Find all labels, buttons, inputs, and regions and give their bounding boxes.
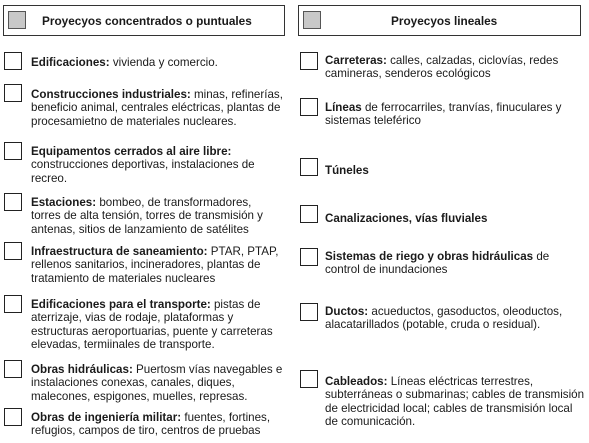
concentrated-projects-title: Proyecyos concentrados o puntuales [42,14,252,28]
item-text: Edificaciones para el transporte: pistas de aterrizaje, vias de rodaje, plataformas y estructuras aeroportuarias, puente y carreteras elevadas, termiinales de transporte. [31,298,273,352]
concentrated-projects-header [3,5,285,36]
item-text: Cableados: Líneas eléctricas terrestres, subterráneas o submarinas; cables de transmisión de electricidad local; cables de transmisión local de comunicación. [325,375,585,429]
item-checkbox[interactable] [300,303,318,321]
item-text: Edificaciones: vivienda y comercio. [31,56,218,69]
item-checkbox[interactable] [4,360,22,378]
item-checkbox[interactable] [4,408,22,426]
item-text: Construcciones industriales: minas, refinerías, beneficio animal, centrales eléctricas, plantas de procesamietno de materiales nucleares. [31,88,283,128]
item-checkbox[interactable] [4,295,22,313]
item-text: Carreteras: calles, calzadas, ciclovías, redes camineras, senderos ecológicos [325,54,559,81]
item-checkbox[interactable] [300,98,318,116]
item-text: Líneas de ferrocarriles, tranvías, finuculares y sistemas teleférico [325,101,562,128]
item-checkbox[interactable] [300,52,318,70]
item-checkbox[interactable] [300,248,318,266]
item-text: Túneles [325,164,369,177]
item-text: Canalizaciones, vías fluviales [325,212,488,225]
header-checkbox-left[interactable] [8,11,26,29]
linear-projects-title: Proyecyos lineales [391,14,498,28]
item-checkbox[interactable] [4,84,22,102]
header-checkbox-right[interactable] [303,11,321,29]
item-checkbox[interactable] [4,52,22,70]
item-checkbox[interactable] [300,158,318,176]
item-checkbox[interactable] [4,142,22,160]
linear-projects-header [298,5,581,36]
item-text: Estaciones: bombeo, de transformadores, torres de alta tensión, torres de transmisión y antenas, sitios de lanzamiento de satélites [31,196,263,236]
item-text: Ductos: acueductos, gasoductos, oleoductos, alacatarillados (potable, cruda o residual). [325,305,563,332]
item-checkbox[interactable] [4,193,22,211]
item-text: Sistemas de riego y obras hidráulicas de control de inundaciones [325,250,550,277]
item-text: Obras hidráulicas: Puertosm vías navegables e instalaciones conexas, canales, diques, malecones, espigones, muelles, represas. [31,363,283,403]
item-text: Infraestructura de saneamiento: PTAR, PTAP, rellenos sanitarios, incineradores, plantas de tratamiento de materiales nucleares [31,245,279,285]
item-checkbox[interactable] [4,242,22,260]
item-checkbox[interactable] [300,370,318,388]
item-text: Equipamentos cerrados al aire libre: construcciones deportivas, instalaciones de recreo. [31,145,255,185]
item-text: Obras de ingeniería militar: fuentes, fortines, refugios, campos de tiro, centros de pruebas [31,411,271,438]
item-checkbox[interactable] [300,205,318,223]
